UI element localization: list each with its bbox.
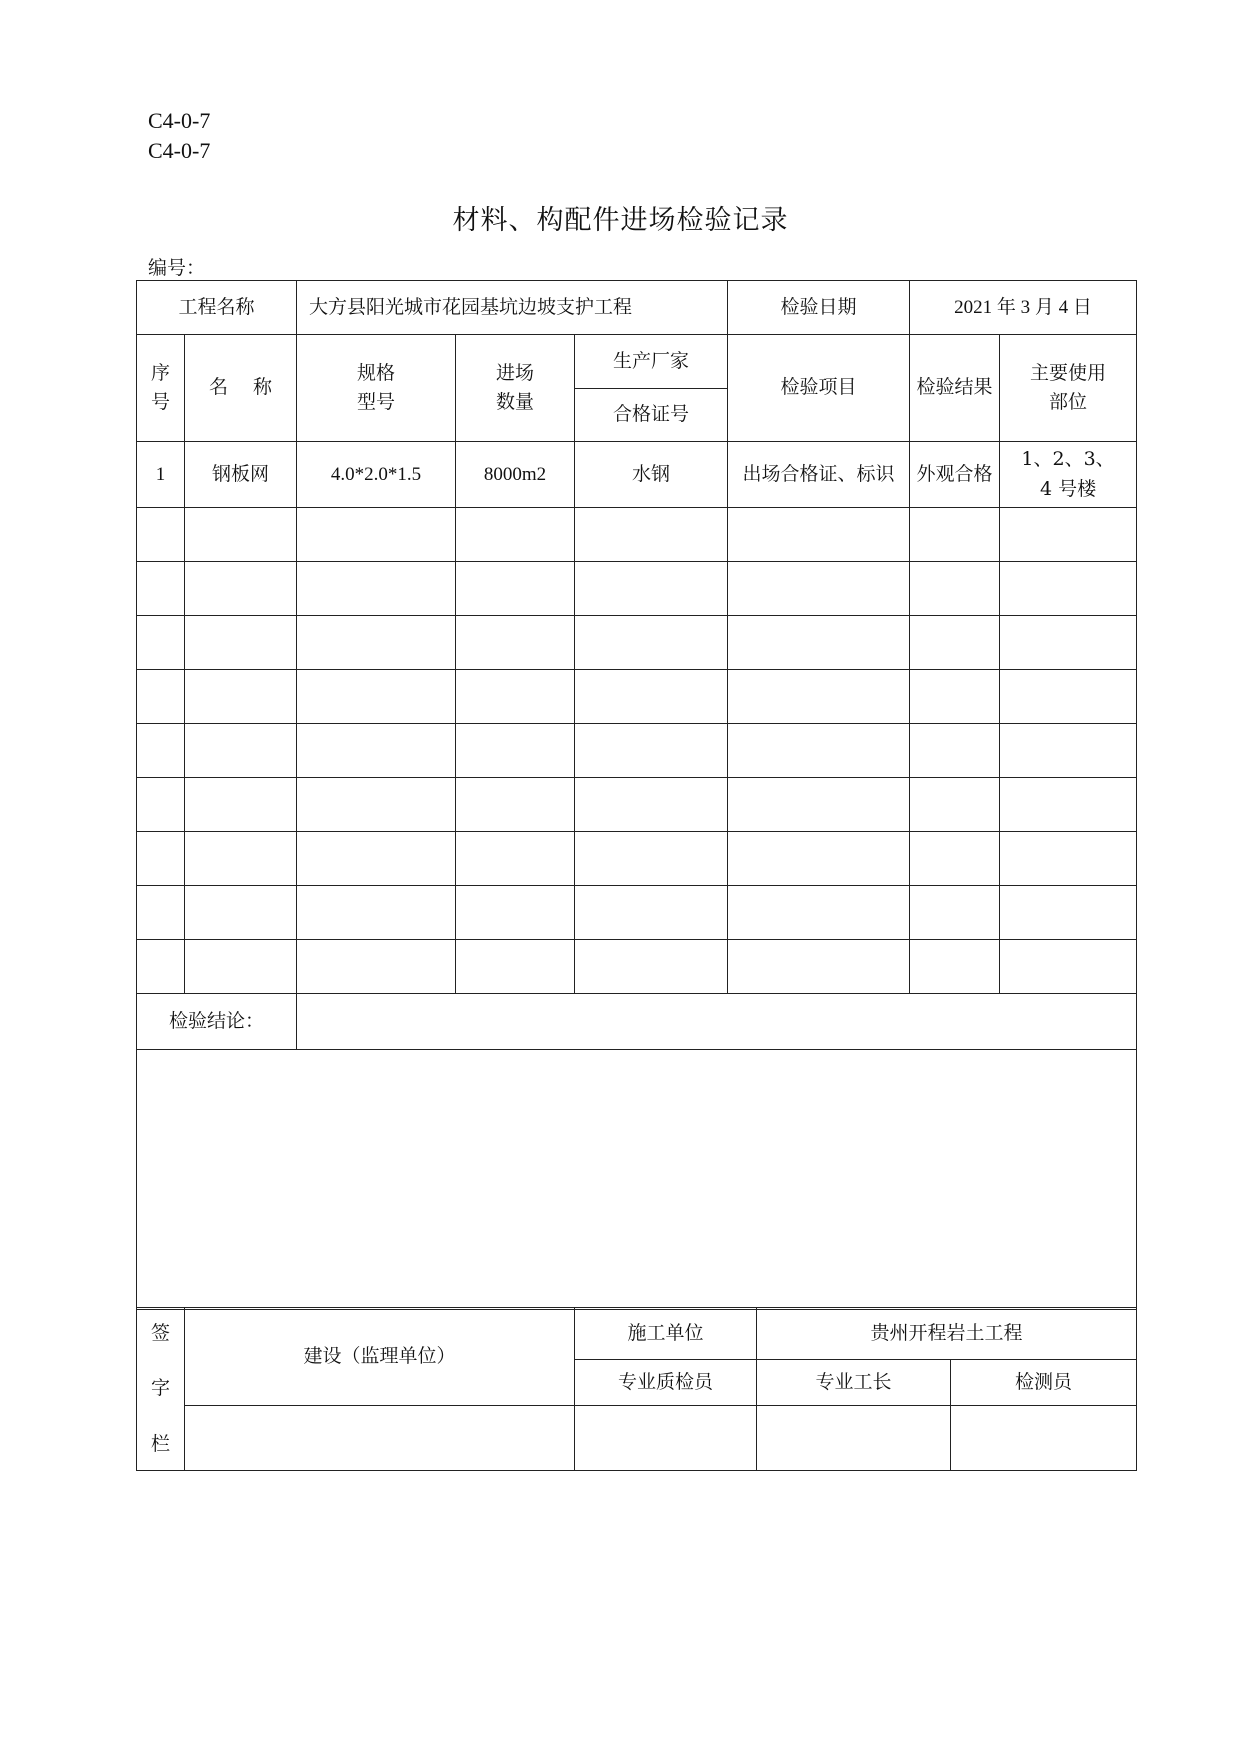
col-qty	[456, 335, 575, 442]
row-usage	[1000, 442, 1137, 508]
contractor-label: 施工单位	[575, 1308, 757, 1360]
row-spec: 4.0*2.0*1.5	[297, 442, 456, 508]
row-qty: 8000m2	[456, 442, 575, 508]
empty-row	[137, 778, 1137, 832]
signature-side-label	[137, 1308, 185, 1471]
inspection-date: 2021 年 3 月 4 日	[910, 281, 1137, 335]
foreman-signature-field[interactable]	[757, 1406, 951, 1471]
col-usage-line1: 主要使用	[1030, 361, 1107, 384]
row-seq: 1	[137, 442, 185, 508]
signature-fields-row	[137, 1406, 1137, 1471]
empty-row	[137, 724, 1137, 778]
owner-label: 建设（监理单位）	[185, 1308, 575, 1406]
row-result: 外观合格	[910, 442, 1000, 508]
side-char: 字	[150, 1377, 170, 1400]
col-seq-line1: 序	[150, 361, 170, 384]
col-qty-line2: 数量	[496, 391, 535, 413]
col-spec	[297, 335, 456, 442]
col-spec-line2: 型号	[357, 391, 396, 413]
col-item: 检验项目	[728, 335, 910, 442]
col-qty-line1: 进场	[496, 361, 535, 384]
conclusion-label: 检验结论：	[137, 994, 297, 1050]
col-result: 检验结果	[910, 335, 1000, 442]
project-name: 大方县阳光城市花园基坑边坡支护工程	[297, 281, 728, 335]
side-char: 栏	[150, 1433, 170, 1456]
conclusion-value[interactable]	[297, 994, 1137, 1050]
inspection-table	[136, 280, 1137, 1310]
empty-row	[137, 886, 1137, 940]
empty-row	[137, 562, 1137, 616]
conclusion-area	[137, 1050, 1137, 1310]
row-item: 出场合格证、标识	[728, 442, 910, 508]
col-seq-line2: 号	[150, 391, 170, 413]
row-usage-line2: 4 号楼	[1039, 477, 1097, 500]
table-row	[137, 442, 1137, 508]
empty-row	[137, 616, 1137, 670]
col-cert: 合格证号	[575, 389, 728, 442]
owner-signature-field[interactable]	[185, 1406, 575, 1471]
col-seq	[137, 335, 185, 442]
header-row	[137, 335, 1137, 389]
signature-row	[137, 1308, 1137, 1360]
col-name: 名 称	[185, 335, 297, 442]
col-usage-line2: 部位	[1049, 391, 1088, 413]
row-name: 钢板网	[185, 442, 297, 508]
inspection-date-label: 检验日期	[728, 281, 910, 335]
empty-row	[137, 670, 1137, 724]
col-spec-line1: 规格	[357, 361, 396, 384]
form-code: C4-0-7	[148, 108, 211, 133]
contractor-name: 贵州开程岩土工程	[757, 1308, 1137, 1360]
foreman-label: 专业工长	[757, 1360, 951, 1406]
col-maker: 生产厂家	[575, 335, 728, 389]
row-maker: 水钢	[575, 442, 728, 508]
col-usage	[1000, 335, 1137, 442]
side-char: 签	[150, 1321, 170, 1344]
empty-row	[137, 832, 1137, 886]
doc-number-label: 编号：	[148, 257, 206, 279]
empty-row	[137, 508, 1137, 562]
conclusion-row	[137, 994, 1137, 1050]
qc-signature-field[interactable]	[575, 1406, 757, 1471]
project-name-label: 工程名称	[137, 281, 297, 335]
empty-row	[137, 940, 1137, 994]
qc-label: 专业质检员	[575, 1360, 757, 1406]
tester-label: 检测员	[951, 1360, 1137, 1406]
signature-table	[136, 1307, 1137, 1471]
document-title: 材料、构配件进场检验记录	[452, 205, 789, 236]
form-code: C4-0-7	[148, 138, 211, 163]
conclusion-text-area[interactable]	[137, 1050, 1137, 1310]
project-row	[137, 281, 1137, 335]
tester-signature-field[interactable]	[951, 1406, 1137, 1471]
row-usage-line1: 1、2、3、	[1021, 448, 1115, 471]
